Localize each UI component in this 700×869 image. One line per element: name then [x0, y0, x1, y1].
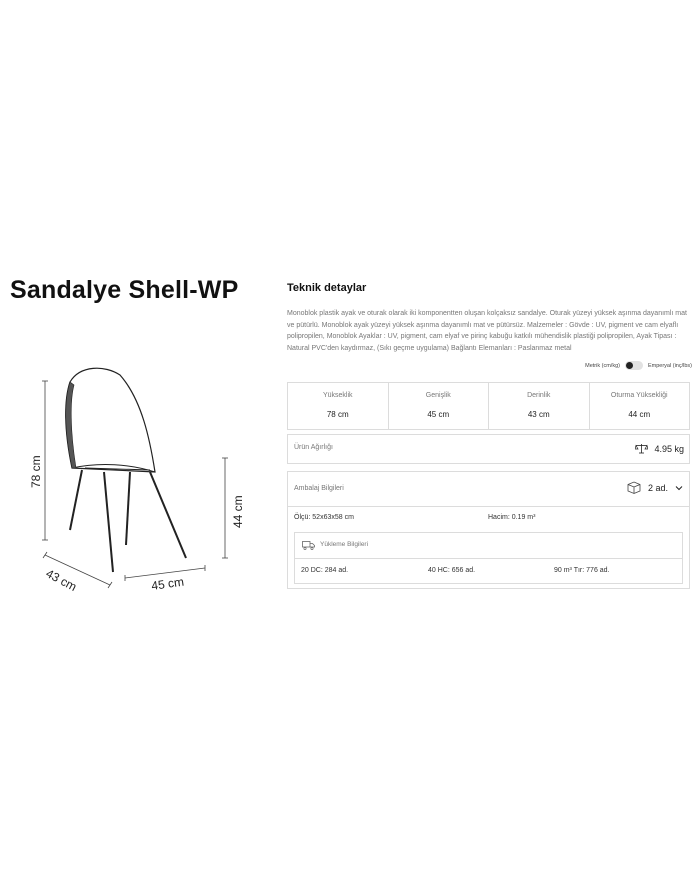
weight-value-group	[635, 443, 684, 454]
packaging-size: Ölçü: 52x63x58 cm	[294, 514, 354, 521]
loading-item: 20 DC: 284 ad.	[301, 567, 349, 574]
dimensions-table	[287, 382, 690, 430]
chair-leg	[104, 472, 113, 572]
packaging-info	[287, 471, 690, 589]
loading-item: 90 m³ Tır: 776 ad.	[554, 567, 610, 574]
toggle-switch[interactable]	[625, 361, 643, 370]
dimension-value: 78 cm	[326, 410, 349, 419]
weight-label: Ürün Ağırlığı	[294, 444, 333, 451]
unit-toggle[interactable]	[585, 361, 692, 370]
packaging-label: Ambalaj Bilgileri	[294, 485, 344, 492]
imperial-label[interactable]: Emperyal (inç/lbs)	[647, 362, 692, 369]
chevron-down-icon[interactable]	[675, 485, 683, 491]
packaging-volume: Hacim: 0.19 m³	[488, 514, 536, 521]
scale-icon	[635, 443, 648, 454]
technical-description: Monoblok plastik ayak ve oturak olarak iki komponentten oluşan kolçaksız sandalye. Oturak yüzeyi yüksek aşınma dayanımlı mat ve pütürlü. Monoblok ayak yüzeyi yüksek aşınma dayanımlı mat ve pütürsüz. Malzemeler : Gövde : UV, pigment ve cam elyaflı polipropilen, Monoblok Ayaklar : UV, pigment, cam elyaf ve pirinç kabuğu katkılı mühendislik plastiği polipropilen, Ayak Tipası : Natural PVC'den kaydırmaz, (Sıkı geçme uygulama) Bağlantı Elemanları : Paslanmaz metal	[287, 310, 687, 352]
dimension-label: Yükseklik	[322, 392, 353, 399]
box-icon	[627, 481, 641, 494]
chair-shell	[66, 368, 155, 472]
technical-details-title: Teknik detaylar	[287, 282, 367, 294]
dimension-cell	[288, 383, 389, 429]
loading-info	[294, 532, 683, 584]
depth-dim-label: 43 cm	[43, 566, 80, 594]
dimension-value: 43 cm	[527, 410, 550, 419]
metric-label[interactable]: Metrik (cm/kg)	[585, 362, 620, 369]
dimension-label: Genişlik	[425, 392, 451, 399]
truck-icon	[302, 541, 315, 550]
dimension-label: Oturma Yüksekliği	[610, 392, 668, 399]
packaging-count-group[interactable]	[627, 481, 683, 494]
chair-leg	[150, 472, 186, 558]
height-dim-label: 78 cm	[29, 455, 43, 488]
dimension-value: 45 cm	[427, 410, 450, 419]
chair-leg	[126, 472, 130, 545]
product-title: Sandalye Shell-WP	[10, 276, 239, 304]
seat-height-dim-label: 44 cm	[231, 495, 245, 528]
weight-value: 4.95 kg	[654, 443, 684, 454]
chair-dimension-drawing	[0, 340, 260, 600]
loading-header	[295, 533, 682, 559]
product-weight-row	[287, 434, 690, 464]
dimension-cell	[590, 383, 690, 429]
loading-title: Yükleme Bilgileri	[320, 541, 369, 548]
loading-item: 40 HC: 656 ad.	[428, 567, 476, 574]
packaging-header[interactable]	[288, 472, 689, 507]
width-dim-label: 45 cm	[150, 574, 185, 593]
chair-shell-shadow	[66, 382, 76, 468]
packaging-count: 2 ad.	[647, 482, 668, 493]
toggle-knob	[626, 362, 633, 369]
dimension-cell	[389, 383, 490, 429]
dimension-value: 44 cm	[628, 410, 651, 419]
chair-leg	[70, 470, 82, 530]
dimension-label: Derinlik	[527, 392, 551, 399]
dimension-cell	[489, 383, 590, 429]
